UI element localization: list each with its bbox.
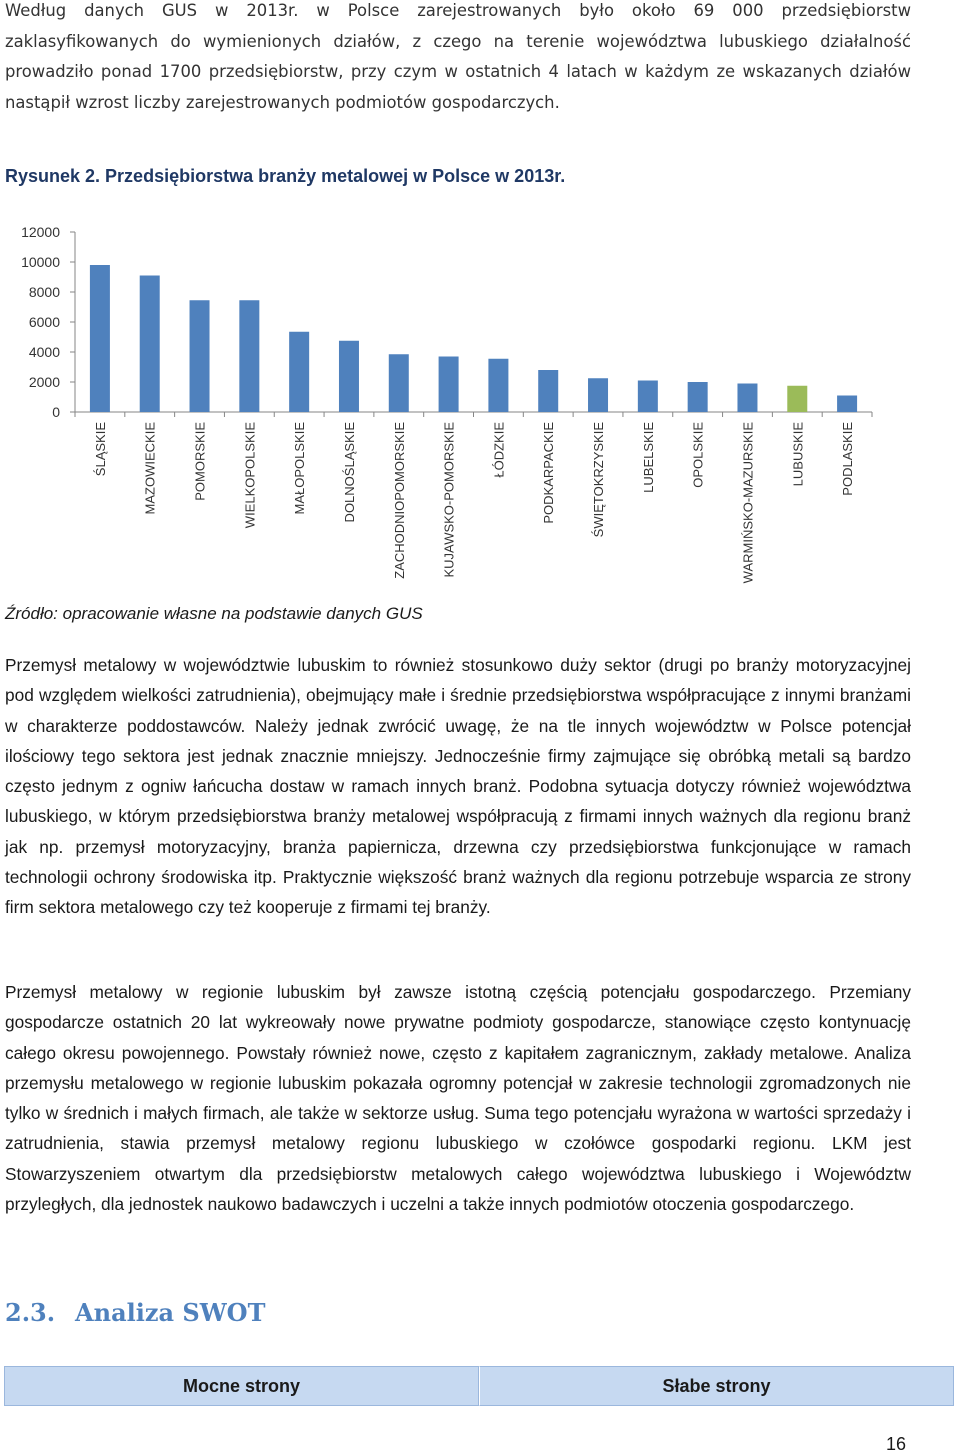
bar-13	[737, 384, 757, 413]
y-tick-label: 8000	[28, 284, 60, 300]
bar-7	[439, 357, 459, 413]
bar-14	[787, 386, 807, 412]
x-tick-label: ZACHODNIOPOMORSKIE	[391, 422, 407, 579]
x-tick-label: PODKARPACKIE	[541, 422, 557, 524]
x-tick-label: WARMIŃSKO-MAZURSKIE	[740, 422, 756, 584]
x-tick-label: ŚLĄSKIE	[92, 422, 108, 477]
bar-1	[140, 276, 160, 413]
x-tick-label: OPOLSKIE	[690, 422, 706, 488]
bar-4	[289, 332, 309, 412]
section-title: Analiza SWOT	[75, 1298, 266, 1327]
x-tick-label: ŚWIĘTOKRZYSKIE	[591, 422, 607, 538]
y-tick-label: 10000	[21, 254, 60, 270]
bar-chart-svg	[0, 215, 960, 595]
x-tick-label: WIELKOPOLSKIE	[242, 422, 258, 529]
y-tick-label: 6000	[28, 314, 60, 330]
x-tick-label: LUBUSKIE	[790, 422, 806, 487]
x-tick-label: PODLASKIE	[840, 422, 856, 496]
bar-2	[190, 300, 210, 412]
x-tick-label: DOLNOŚLĄSKIE	[341, 422, 357, 523]
y-tick-label: 0	[52, 404, 60, 420]
x-tick-label: MAZOWIECKIE	[142, 422, 158, 515]
bar-8	[488, 359, 508, 412]
swot-weaknesses-header: Słabe strony	[479, 1366, 954, 1406]
x-tick-label: ŁÓDZKIE	[491, 422, 507, 478]
x-tick-label: LUBELSKIE	[640, 422, 656, 493]
x-tick-label: MAŁOPOLSKIE	[292, 422, 308, 515]
x-tick-label: KUJAWSKO-POMORSKIE	[441, 422, 457, 578]
figure-source: Źródło: opracowanie własne na podstawie danych GUS	[5, 604, 423, 623]
bar-6	[389, 354, 409, 412]
x-tick-label: POMORSKIE	[192, 422, 208, 501]
bar-10	[588, 378, 608, 412]
swot-table-header	[4, 1366, 954, 1406]
bar-3	[239, 300, 259, 412]
bar-5	[339, 341, 359, 412]
y-tick-label: 12000	[21, 224, 60, 240]
bar-11	[638, 381, 658, 413]
intro-paragraph: Według danych GUS w 2013r. w Polsce zarejestrowanych było około 69 000 przedsiębiorstw zaklasyfikowanych do wymienionych działów, z czego na terenie województwa lubuskiego działalność prowadziło ponad 1700 przedsiębiorstw, przy czym w ostatnich 4 latach w każdym ze wskazanych działów nastąpił wzrost liczby zarejestrowanych podmiotów gospodarczych.	[5, 1, 911, 112]
y-tick-label: 2000	[28, 374, 60, 390]
section-number: 2.3.	[5, 1298, 56, 1327]
bar-12	[688, 382, 708, 412]
body-paragraph-2: Przemysł metalowy w regionie lubuskim był zawsze istotną częścią potencjału gospodarczego. Przemiany gospodarcze ostatnich 20 lat wykreowały nowe prywatne podmioty gospodarcze, stanowiące często kontynuację całego okresu powojennego. Powstały również nowe, często z kapitałem zagranicznym, zakłady metalowe. Analiza przemysłu metalowego w regionie lubuskim pokazała ogromny potencjał w zakresie technologii zgromadzonych nie tylko w średnich i małych firmach, ale także w sektorze usług. Suma tego potencjału wyrażona w wartości sprzedaży i zatrudnienia, stawia przemysł metalowy regionu lubuskiego w czołówce gospodarki regionu. LKM jest Stowarzyszeniem otwartym dla przedsiębiorstw metalowych całego województwa lubuskiego i Województw przyległych, dla jednostek naukowo badawczych i uczelni a także innych podmiotów otoczenia gospodarczego.	[5, 982, 911, 1215]
figure-title: Rysunek 2. Przedsiębiorstwa branży metalowej w Polsce w 2013r.	[5, 166, 566, 186]
page-number: 16	[886, 1434, 907, 1454]
section-heading	[5, 1298, 265, 1327]
bar-15	[837, 396, 857, 413]
y-tick-label: 4000	[28, 344, 60, 360]
bar-chart	[0, 215, 960, 595]
bar-9	[538, 370, 558, 412]
swot-strengths-header: Mocne strony	[4, 1366, 479, 1406]
body-paragraph-1: Przemysł metalowy w województwie lubuskim to również stosunkowo duży sektor (drugi po branży motoryzacyjnej pod względem wielkości zatrudnienia), obejmujący małe i średnie przedsiębiorstwa współpracujące z innymi branżami w charakterze poddostawców. Należy jednak zwrócić uwagę, że na tle innych województw w Polsce potencjał ilościowy tego sektora jest jednak znacznie mniejszy. Jednocześnie firmy zajmujące się obróbką metali są bardzo często jednym z ogniw łańcucha dostaw w ramach innych branż. Podobna sytuacja dotyczy również województwa lubuskiego, w którym przedsiębiorstwa branży metalowej współpracują z firmami innych ważnych dla regionu branż jak np. przemysł motoryzacyjny, branża papiernicza, drzewna czy przedsiębiorstwa funkcjonujące w ramach technologii ochrony środowiska itp. Praktycznie większość branż ważnych dla regionu potrzebuje wsparcia ze strony firm sektora metalowego czy też kooperuje z firmami tej branży.	[5, 655, 911, 918]
bar-0	[90, 265, 110, 412]
